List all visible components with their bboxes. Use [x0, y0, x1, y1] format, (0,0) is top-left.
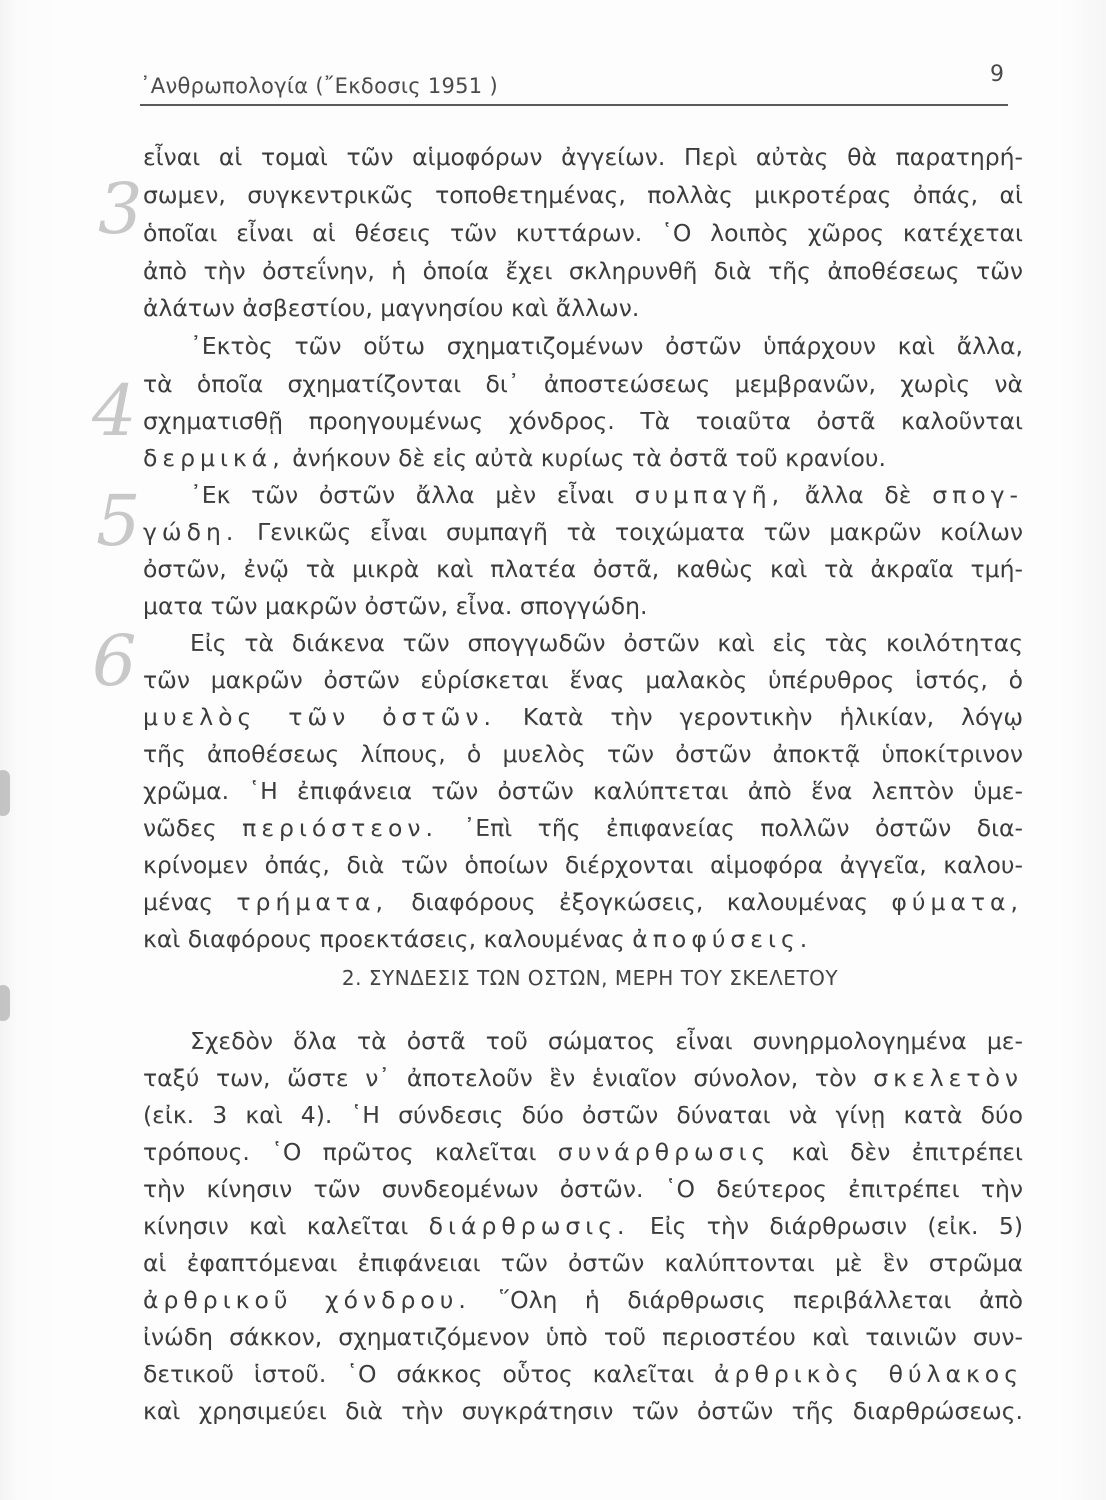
running-header: [140, 62, 1008, 106]
text-line: [143, 1359, 1023, 1389]
text-fragment: καὶ διαφόρους προεκτάσεις, καλουμένας: [143, 925, 633, 953]
text-fragment: διαφόρους ἐξογκώσεις, καλουμένας: [387, 888, 892, 916]
text-line: τῆς ἀποθέσεως λίπους, ὁ μυελὸς τῶν ὀστῶν ἀποκτᾷ ὑποκίτρινον: [143, 740, 1023, 768]
text-line: καὶ χρησιμεύει διὰ τὴν συγκράτησιν τῶν ὀστῶν τῆς διαρθρώσεως.: [143, 1397, 1023, 1425]
text-line: τὴν κίνησιν τῶν συνδεομένων ὀστῶν. ῾Ο δεύτερος ἐπιτρέπει τὴν: [143, 1175, 1023, 1203]
text-line: [143, 1063, 1023, 1093]
text-line: ἀλάτων ἀσβεστίου, μαγνησίου καὶ ἄλλων.: [143, 294, 640, 322]
text-fragment: μένας: [143, 888, 237, 916]
section-heading: 2. ΣΥΝΔΕΣΙΣ ΤΩΝ ΟΣΤΩΝ, ΜΕΡΗ ΤΟΥ ΣΚΕΛΕΤΟΥ: [341, 966, 839, 990]
text-line: [143, 887, 1023, 917]
spaced-term: ἀποφύσεις.: [632, 925, 813, 953]
spaced-term: ἀρθρικὸς θύλακος: [714, 1360, 1023, 1388]
text-line: ὀστῶν, ἐνῷ τὰ μικρὰ καὶ πλατέα ὀστᾶ, καθὼς καὶ τὰ ἀκραῖα τμή-: [143, 555, 1023, 583]
text-fragment: ἀνήκουν δὲ εἰς αὐτὰ κυρίως τὰ ὀστᾶ τοῦ κρανίου.: [284, 444, 886, 472]
text-line: [143, 924, 1023, 954]
text-line: τὰ ὁποῖα σχηματίζονται δι᾿ ἀποστεώσεως μεμβρανῶν, χωρὶς νὰ: [143, 370, 1023, 398]
page-number: 9: [990, 62, 1004, 87]
spaced-term: διάρθρωσις.: [428, 1212, 630, 1240]
spaced-term: δερμικά,: [143, 444, 285, 472]
text-line: τῶν μακρῶν ὀστῶν εὑρίσκεται ἕνας μαλακὸς ὑπέρυθρος ἱστός, ὁ: [143, 666, 1023, 694]
text-fragment: ῞Ολη ἡ διάρθρωσις περιβάλλεται ἀπὸ: [470, 1286, 1023, 1314]
text-fragment: Εἰς τὴν διάρθρωσιν (εἰκ. 5): [629, 1212, 1023, 1240]
text-line: ὁποῖαι εἶναι αἱ θέσεις τῶν κυττάρων. ῾Ο λοιπὸς χῶρος κατέχεται: [143, 219, 1023, 247]
text-line: [143, 1137, 1023, 1167]
text-line: κρίνομεν ὀπάς, διὰ τῶν ὁποίων διέρχονται αἱμοφόρα ἀγγεῖα, καλου-: [143, 851, 1023, 879]
spaced-term: περιόστεον.: [242, 814, 438, 842]
spaced-term: συνάρθρωσις: [557, 1138, 771, 1166]
margin-note: 4: [92, 370, 137, 452]
text-fragment: Γενικῶς εἶναι συμπαγῆ τὰ τοιχώματα τῶν μακρῶν κοίλων: [238, 518, 1023, 546]
text-line: (εἰκ. 3 καὶ 4). ῾Η σύνδεσις δύο ὀστῶν δύναται νὰ γίνῃ κατὰ δύο: [143, 1101, 1023, 1129]
text-line: αἱ ἐφαπτόμεναι ἐπιφάνειαι τῶν ὀστῶν καλύπτονται μὲ ἓν στρῶμα: [143, 1249, 1023, 1277]
text-line: Σχεδὸν ὅλα τὰ ὀστᾶ τοῦ σώματος εἶναι συνηρμολογημένα με-: [190, 1027, 1023, 1055]
text-line: ἰνώδη σάκκον, σχηματιζόμενον ὑπὸ τοῦ περιοστέου καὶ ταινιῶν συν-: [143, 1323, 1023, 1351]
text-line: [143, 702, 1023, 732]
binding-mark: [0, 985, 10, 1021]
spaced-term: σκελετὸν: [873, 1064, 1023, 1092]
text-fragment: νῶδες: [143, 814, 243, 842]
text-line: [143, 1285, 1023, 1315]
margin-note: 6: [92, 620, 137, 702]
spaced-term: γώδη.: [143, 518, 239, 546]
text-line: [190, 480, 1023, 510]
text-fragment: ἄλλα δὲ: [784, 481, 933, 509]
header-title: ᾿Ανθρωπολογία (῎Εκδοσις 1951 ): [140, 74, 498, 98]
text-line: σχηματισθῇ προηγουμένως χόνδρος. Τὰ τοιαῦτα ὀστᾶ καλοῦνται: [143, 407, 1023, 435]
text-line: [143, 1211, 1023, 1241]
binding-mark: [0, 770, 10, 816]
text-fragment: δετικοῦ ἱστοῦ. ῾Ο σάκκος οὗτος καλεῖται: [143, 1360, 715, 1388]
text-line: ἀπὸ τὴν ὀστεΐνην, ἡ ὁποία ἔχει σκληρυνθῆ διὰ τῆς ἀποθέσεως τῶν: [143, 257, 1023, 285]
text-fragment: ᾿Εκ τῶν ὀστῶν ἄλλα μὲν εἶναι: [190, 481, 635, 509]
margin-note: 5: [96, 480, 141, 562]
text-line: [143, 443, 1023, 473]
text-line: χρῶμα. ῾Η ἐπιφάνεια τῶν ὀστῶν καλύπτεται ἀπὸ ἕνα λεπτὸν ὑμε-: [143, 777, 1023, 805]
spaced-term: συμπαγῆ,: [634, 481, 785, 509]
text-fragment: ᾿Επὶ τῆς ἐπιφανείας πολλῶν ὀστῶν δια-: [438, 814, 1023, 842]
spaced-term: τρήματα,: [236, 888, 388, 916]
text-line: [143, 813, 1023, 843]
text-line: ᾿Εκτὸς τῶν οὕτω σχηματιζομένων ὀστῶν ὑπάρχουν καὶ ἄλλα,: [190, 332, 1023, 360]
text-line: [143, 517, 1023, 547]
spaced-term: φύματα,: [891, 888, 1023, 916]
text-fragment: Κατὰ τὴν γεροντικὴν ἡλικίαν, λόγῳ: [495, 703, 1023, 731]
spaced-term: σπογ-: [932, 481, 1023, 509]
text-fragment: κίνησιν καὶ καλεῖται: [143, 1212, 429, 1240]
spaced-term: μυελὸς τῶν ὀστῶν.: [143, 703, 496, 731]
text-line: σωμεν, συγκεντρικῶς τοποθετημένας, πολλὰς μικροτέρας ὀπάς, αἱ: [143, 181, 1023, 209]
text-line: εἶναι αἱ τομαὶ τῶν αἱμοφόρων ἀγγείων. Περὶ αὐτὰς θὰ παρατηρή-: [143, 143, 1023, 171]
text-line: Εἰς τὰ διάκενα τῶν σπογγωδῶν ὀστῶν καὶ εἰς τὰς κοιλότητας: [190, 629, 1023, 657]
text-line: ματα τῶν μακρῶν ὀστῶν, εἶνα. σπογγώδη.: [143, 592, 648, 620]
text-fragment: ταξύ των, ὥστε ν᾿ ἀποτελοῦν ἓν ἑνιαῖον σύνολον, τὸν: [143, 1064, 874, 1092]
text-fragment: τρόπους. ῾Ο πρῶτος καλεῖται: [143, 1138, 558, 1166]
margin-note: 3: [98, 168, 143, 250]
spaced-term: ἀρθρικοῦ χόνδρου.: [143, 1286, 471, 1314]
text-fragment: καὶ δὲν ἐπιτρέπει: [770, 1138, 1023, 1166]
